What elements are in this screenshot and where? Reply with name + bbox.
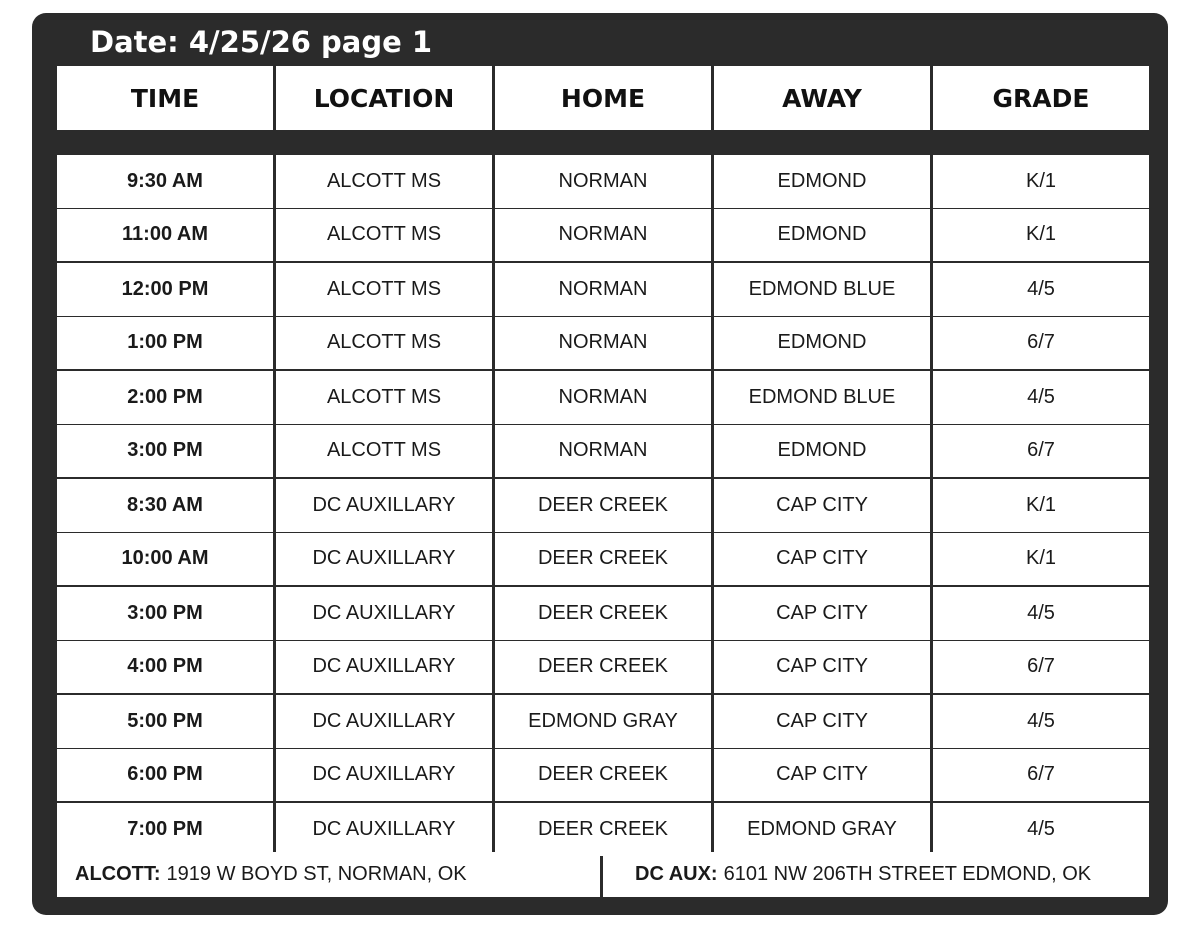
location-cell: ALCOTT MS bbox=[276, 371, 492, 424]
grade-cell: K/1 bbox=[933, 155, 1149, 208]
home-cell: DEER CREEK bbox=[495, 641, 711, 694]
away-cell: EDMOND bbox=[714, 155, 930, 208]
location-cell: ALCOTT MS bbox=[276, 317, 492, 370]
location-cell: DC AUXILLARY bbox=[276, 749, 492, 802]
time-cell: 4:00 PM bbox=[57, 641, 273, 694]
home-cell: NORMAN bbox=[495, 155, 711, 208]
location-cell: DC AUXILLARY bbox=[276, 695, 492, 748]
table-body bbox=[57, 155, 1149, 856]
row-group bbox=[57, 695, 1149, 801]
time-cell: 3:00 PM bbox=[57, 425, 273, 478]
time-cell: 5:00 PM bbox=[57, 695, 273, 748]
away-cell: CAP CITY bbox=[714, 533, 930, 586]
table-row bbox=[57, 317, 1149, 370]
location-cell: ALCOTT MS bbox=[276, 209, 492, 262]
time-cell: 3:00 PM bbox=[57, 587, 273, 640]
grade-cell: 6/7 bbox=[933, 749, 1149, 802]
grade-cell: 6/7 bbox=[933, 641, 1149, 694]
alcott-label: ALCOTT: bbox=[75, 863, 161, 885]
grade-cell: 4/5 bbox=[933, 371, 1149, 424]
row-group bbox=[57, 263, 1149, 369]
home-cell: DEER CREEK bbox=[495, 803, 711, 856]
table-row bbox=[57, 749, 1149, 802]
location-cell: DC AUXILLARY bbox=[276, 533, 492, 586]
home-cell: EDMOND GRAY bbox=[495, 695, 711, 748]
table-row bbox=[57, 587, 1149, 640]
table-row bbox=[57, 371, 1149, 424]
time-cell: 12:00 PM bbox=[57, 263, 273, 316]
table-header bbox=[57, 66, 1149, 130]
away-cell: EDMOND bbox=[714, 209, 930, 262]
row-group bbox=[57, 155, 1149, 261]
home-cell: NORMAN bbox=[495, 425, 711, 478]
address-footer bbox=[57, 852, 1149, 897]
table-row bbox=[57, 479, 1149, 532]
row-group bbox=[57, 479, 1149, 585]
location-cell: DC AUXILLARY bbox=[276, 641, 492, 694]
location-cell: ALCOTT MS bbox=[276, 263, 492, 316]
alcott-address bbox=[57, 852, 600, 897]
location-cell: ALCOTT MS bbox=[276, 425, 492, 478]
table-row bbox=[57, 803, 1149, 856]
away-cell: EDMOND bbox=[714, 317, 930, 370]
time-cell: 8:30 AM bbox=[57, 479, 273, 532]
dc-aux-address-text: 6101 NW 206TH STREET EDMOND, OK bbox=[723, 863, 1092, 885]
row-group bbox=[57, 803, 1149, 856]
table-row bbox=[57, 425, 1149, 478]
grade-cell: 4/5 bbox=[933, 803, 1149, 856]
header-away: AWAY bbox=[714, 66, 930, 130]
away-cell: CAP CITY bbox=[714, 749, 930, 802]
away-cell: EDMOND bbox=[714, 425, 930, 478]
away-cell: CAP CITY bbox=[714, 695, 930, 748]
away-cell: CAP CITY bbox=[714, 641, 930, 694]
away-cell: EDMOND BLUE bbox=[714, 371, 930, 424]
row-group bbox=[57, 587, 1149, 693]
home-cell: NORMAN bbox=[495, 263, 711, 316]
time-cell: 10:00 AM bbox=[57, 533, 273, 586]
location-cell: DC AUXILLARY bbox=[276, 479, 492, 532]
away-cell: EDMOND GRAY bbox=[714, 803, 930, 856]
dc-aux-label: DC AUX: bbox=[635, 863, 718, 885]
table-row bbox=[57, 209, 1149, 262]
location-cell: DC AUXILLARY bbox=[276, 587, 492, 640]
location-cell: DC AUXILLARY bbox=[276, 803, 492, 856]
time-cell: 9:30 AM bbox=[57, 155, 273, 208]
home-cell: DEER CREEK bbox=[495, 533, 711, 586]
grade-cell: 4/5 bbox=[933, 587, 1149, 640]
time-cell: 7:00 PM bbox=[57, 803, 273, 856]
home-cell: NORMAN bbox=[495, 209, 711, 262]
time-cell: 2:00 PM bbox=[57, 371, 273, 424]
away-cell: CAP CITY bbox=[714, 479, 930, 532]
grade-cell: 4/5 bbox=[933, 263, 1149, 316]
table-row bbox=[57, 155, 1149, 208]
grade-cell: 6/7 bbox=[933, 425, 1149, 478]
grade-cell: 6/7 bbox=[933, 317, 1149, 370]
grade-cell: K/1 bbox=[933, 479, 1149, 532]
home-cell: NORMAN bbox=[495, 317, 711, 370]
home-cell: NORMAN bbox=[495, 371, 711, 424]
grade-cell: K/1 bbox=[933, 533, 1149, 586]
table-row bbox=[57, 641, 1149, 694]
alcott-address-text: 1919 W BOYD ST, NORMAN, OK bbox=[166, 863, 467, 885]
location-cell: ALCOTT MS bbox=[276, 155, 492, 208]
row-group bbox=[57, 371, 1149, 477]
home-cell: DEER CREEK bbox=[495, 587, 711, 640]
table-row bbox=[57, 533, 1149, 586]
grade-cell: 4/5 bbox=[933, 695, 1149, 748]
time-cell: 1:00 PM bbox=[57, 317, 273, 370]
grade-cell: K/1 bbox=[933, 209, 1149, 262]
header-location: LOCATION bbox=[276, 66, 492, 130]
away-cell: CAP CITY bbox=[714, 587, 930, 640]
table-row bbox=[57, 263, 1149, 316]
home-cell: DEER CREEK bbox=[495, 749, 711, 802]
away-cell: EDMOND BLUE bbox=[714, 263, 930, 316]
time-cell: 6:00 PM bbox=[57, 749, 273, 802]
page-title: Date: 4/25/26 page 1 bbox=[90, 25, 433, 59]
time-cell: 11:00 AM bbox=[57, 209, 273, 262]
dc-aux-address bbox=[603, 852, 1149, 897]
header-grade: GRADE bbox=[933, 66, 1149, 130]
header-time: TIME bbox=[57, 66, 273, 130]
header-home: HOME bbox=[495, 66, 711, 130]
table-row bbox=[57, 695, 1149, 748]
home-cell: DEER CREEK bbox=[495, 479, 711, 532]
